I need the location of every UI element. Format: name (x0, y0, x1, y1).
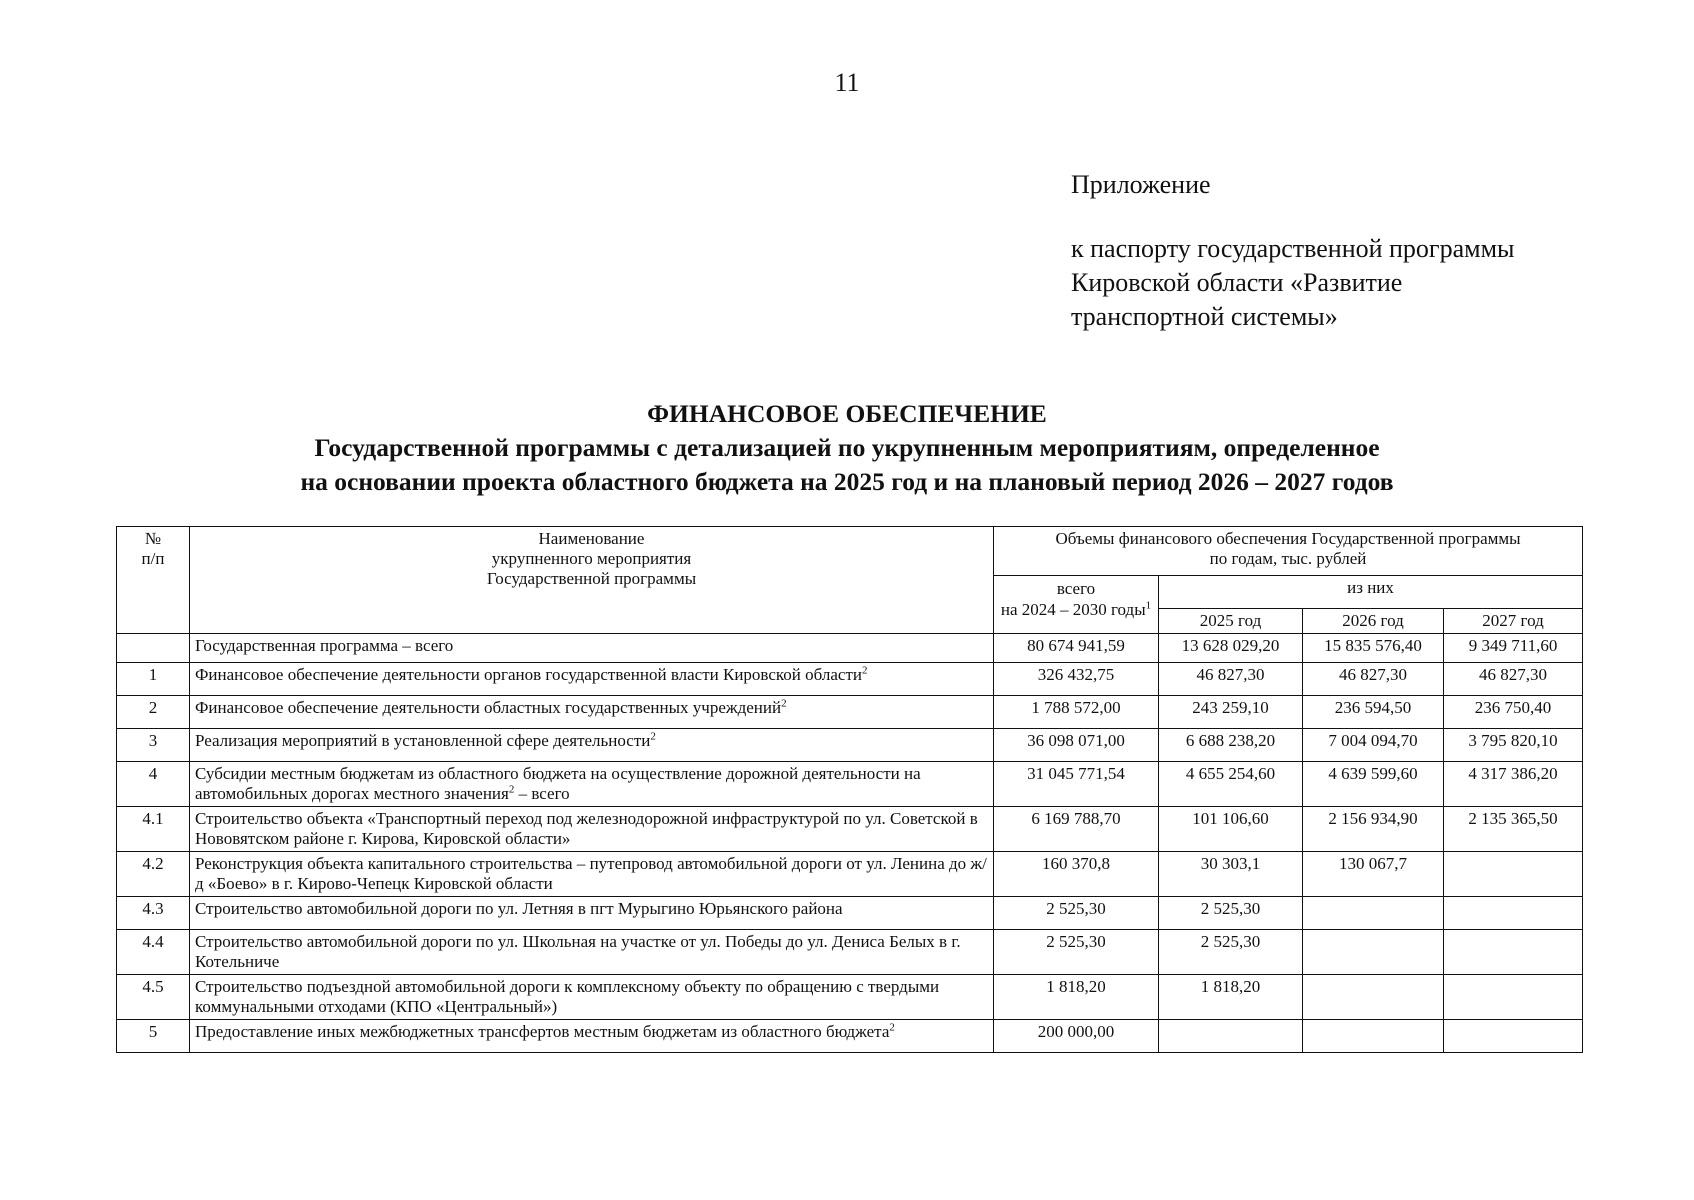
financing-table (116, 526, 1583, 1053)
table-row: 4.2 Реконструкция объекта капитального строительства – путепровод автомобильной дороги от ул. Ленина до ж/д «Боево» в г. Кирово-Чепецк Кировской области 160 370,8 30 303,1 130 067,7 (117, 852, 1583, 897)
header-year-2025: 2025 год (1159, 609, 1303, 634)
header-year-2027: 2027 год (1444, 609, 1583, 634)
heading-line-3: на основании проекта областного бюджета на 2025 год и на плановый период 2026 – 2027 годов (300, 467, 1394, 496)
table-row: Государственная программа – всего 80 674 941,59 13 628 029,20 15 835 576,40 9 349 711,60 (117, 634, 1583, 663)
appendix-line: Кировской области «Развитие (1071, 268, 1403, 297)
header-name: Наименование укрупненного мероприятия Государственной программы (190, 527, 994, 634)
header-volumes: Объемы финансового обеспечения Государственной программы по годам, тыс. рублей (994, 527, 1583, 576)
heading-line-2: Государственной программы с детализацией по укрупненным мероприятиям, определенное (314, 433, 1380, 462)
table-row: 5 Предоставление иных межбюджетных трансфертов местным бюджетам из областного бюджета$^2$ 200 000,00 (117, 1020, 1583, 1053)
appendix-title: Приложение (1071, 170, 1211, 199)
table-row: 4.1 Строительство объекта «Транспортный переход под железнодорожной инфраструктурой по ул. Советской в Нововятском районе г. Кирова, Кировской области» 6 169 788,70 101 106,60 2 156 934,90 2 135 365,50 (117, 807, 1583, 852)
table-row: 2 Финансовое обеспечение деятельности областных государственных учреждений$^2$ 1 788 572,00 243 259,10 236 594,50 236 750,40 (117, 696, 1583, 729)
table-row: 4.3 Строительство автомобильной дороги по ул. Летняя в пгт Мурыгино Юрьянского района 2 525,30 2 525,30 (117, 897, 1583, 930)
table-row: 1 Финансовое обеспечение деятельности органов государственной власти Кировской области$^2$ 326 432,75 46 827,30 46 827,30 46 827,30 (117, 663, 1583, 696)
table-row: 4 Субсидии местным бюджетам из областного бюджета на осуществление дорожной деятельности на автомобильных дорогах местного значения$^2$ – всего 31 045 771,54 4 655 254,60 4 639 599,60 4 317 386,20 (117, 762, 1583, 807)
page-number: 11 (834, 68, 860, 97)
heading-line-1: ФИНАНСОВОЕ ОБЕСПЕЧЕНИЕ (647, 399, 1047, 428)
table-row: 3 Реализация мероприятий в установленной сфере деятельности$^2$ 36 098 071,00 6 688 238,20 7 004 094,70 3 795 820,10 (117, 729, 1583, 762)
header-total: всего на 2024 – 2030 годы$^1$ (994, 576, 1159, 634)
document-heading (0, 397, 1694, 499)
appendix-line: транспортной системы» (1071, 302, 1338, 331)
header-of-them: из них (1159, 576, 1583, 609)
appendix-block (1071, 168, 1631, 334)
header-number: № п/п (117, 527, 190, 634)
table-row: 4.4 Строительство автомобильной дороги по ул. Школьная на участке от ул. Победы до ул. Дениса Белых в г. Котельниче 2 525,30 2 525,30 (117, 930, 1583, 975)
header-year-2026: 2026 год (1303, 609, 1444, 634)
table-row: 4.5 Строительство подъездной автомобильной дороги к комплексному объекту по обращению с твердыми коммунальными отходами (КПО «Центральный») 1 818,20 1 818,20 (117, 975, 1583, 1020)
appendix-line: к паспорту государственной программы (1071, 234, 1515, 263)
